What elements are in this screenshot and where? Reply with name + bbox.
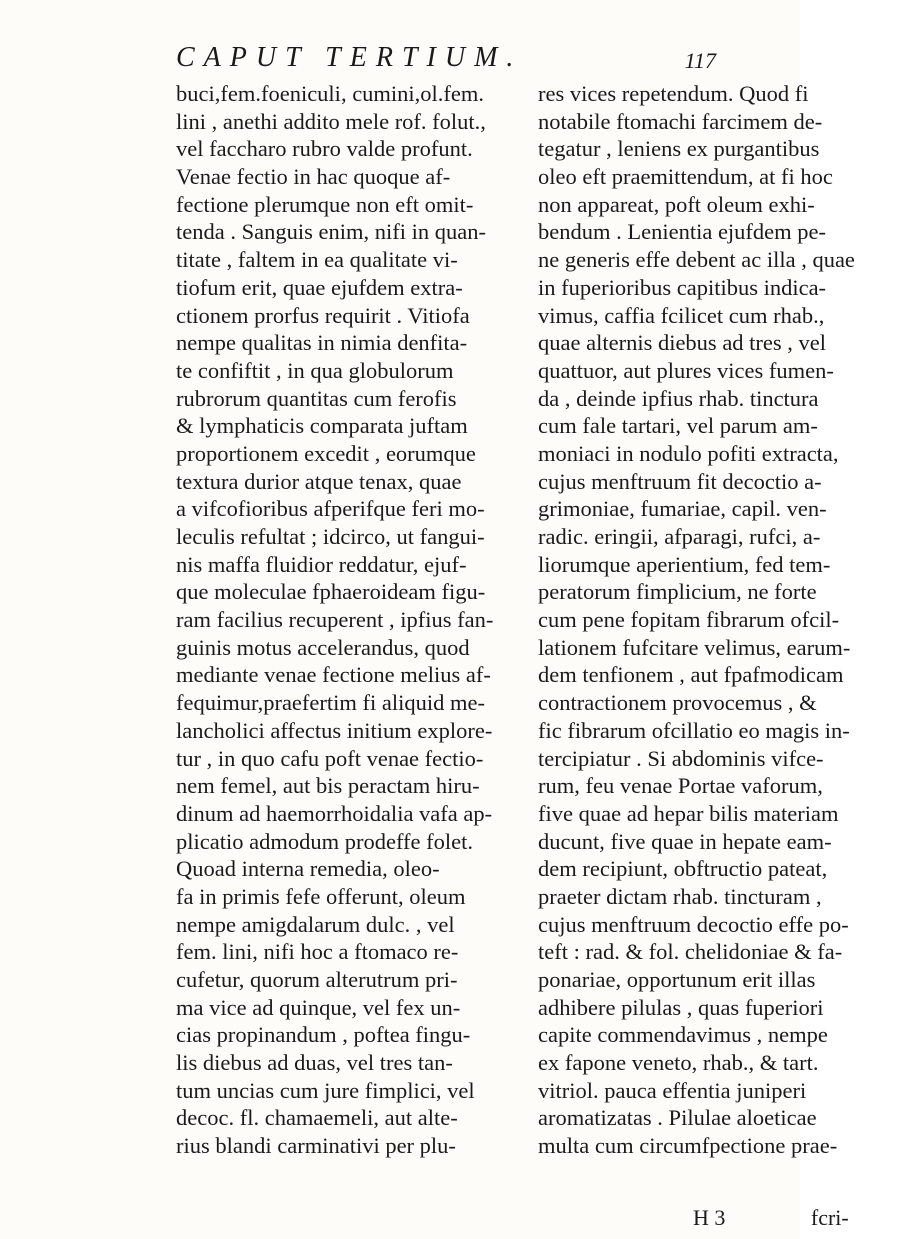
page-number: 117 (684, 48, 716, 73)
left-text-column (176, 80, 526, 1160)
text-line: Venae fectio in hac quoque af- (176, 164, 451, 190)
text-line: quattuor, aut plures vices fumen- (538, 357, 834, 383)
text-line: vitriol. pauca effentia juniperi (538, 1077, 807, 1103)
text-line: tum uncias cum jure fimplici, vel (176, 1077, 475, 1103)
text-line: tiofum erit, quae ejufdem extra- (176, 274, 463, 300)
text-line: da , deinde ipfius rhab. tinctura (538, 385, 819, 411)
text-line: ex fapone veneto, rhab., & tart. (538, 1050, 819, 1076)
text-line: ma vice ad quinque, vel fex un- (176, 994, 461, 1020)
text-line: rius blandi carminativi per plu- (176, 1133, 456, 1159)
catchword: fcri- (810, 1205, 849, 1230)
text-line: fectione plerumque non eft omit- (176, 191, 474, 217)
text-line: tegatur , leniens ex purgantibus (538, 136, 820, 162)
text-line: bendum . Lenientia ejufdem pe- (538, 219, 827, 245)
text-line: dem recipiunt, obftructio pateat, (538, 856, 828, 882)
text-line: titate , faltem in ea qualitate vi- (176, 247, 458, 273)
text-line: liorumque aperientium, fed tem- (538, 551, 831, 577)
text-line: buci,fem.foeniculi, cumini,ol.fem. (176, 81, 485, 106)
text-line: capite commendavimus , nempe (538, 1022, 828, 1048)
text-line: te confiftit , in qua globulorum (176, 357, 454, 383)
text-line: fequimur,praefertim fi aliquid me- (176, 690, 485, 716)
text-line: guinis motus accelerandus, quod (176, 634, 470, 660)
text-line: lancholici affectus initium explore- (176, 717, 493, 743)
text-line: grimoniae, fumariae, capil. ven- (538, 496, 827, 522)
page-footer (693, 1207, 849, 1229)
text-line: nem femel, aut bis peractam hiru- (176, 773, 480, 799)
text-line: contractionem provocemus , & (538, 690, 817, 716)
text-line: a vifcofioribus afperifque feri mo- (176, 496, 485, 522)
text-line: decoc. fl. chamaemeli, aut alte- (176, 1105, 458, 1131)
text-line: moniaci in nodulo pofiti extracta, (538, 440, 839, 466)
text-line: textura durior atque tenax, quae (176, 468, 462, 494)
text-line: nis maffa fluidior reddatur, ejuf- (176, 551, 467, 577)
text-line: teft : rad. & fol. chelidoniae & fa- (538, 939, 843, 965)
text-line: res vices repetendum. Quod fi (538, 81, 809, 106)
text-line: cufetur, quorum alterutrum pri- (176, 967, 458, 992)
running-head: CAPUT TERTIUM. (176, 42, 523, 73)
text-line: tenda . Sanguis enim, nifi in quan- (176, 219, 486, 245)
text-line: dem tenfionem , aut fpafmodicam (538, 662, 844, 688)
text-line: & lymphaticis comparata juftam (176, 413, 468, 439)
text-line: Quoad interna remedia, oleo- (176, 856, 440, 882)
text-line: dinum ad haemorrhoidalia vafa ap- (176, 800, 493, 826)
text-line: tur , in quo cafu poft venae fectio- (176, 745, 484, 771)
text-line: proportionem excedit , eorumque (176, 440, 476, 466)
text-line: fic fibrarum ofcillatio eo magis in- (538, 717, 850, 743)
text-line: rubrorum quantitas cum ferofis (176, 385, 457, 411)
page-header (176, 44, 716, 84)
text-line: aromatizatas . Pilulae aloeticae (538, 1105, 817, 1131)
text-line: ram facilius recuperent , ipfius fan- (176, 607, 494, 633)
text-line: multa cum circumfpectione prae- (538, 1133, 838, 1159)
text-line: oleo eft praemittendum, at fi hoc (538, 164, 833, 190)
text-line: lationem fufcitare velimus, earum- (538, 634, 851, 660)
text-line: non appareat, poft oleum exhi- (538, 191, 815, 217)
text-line: cum fale tartari, vel parum am- (538, 413, 818, 439)
text-line: plicatio admodum prodeffe folet. (176, 828, 473, 854)
text-line: ponariae, opportunum erit illas (538, 967, 816, 992)
text-line: tercipiatur . Si abdominis vifce- (538, 745, 824, 771)
text-line: leculis refultat ; idcirco, ut fangui- (176, 524, 485, 549)
text-line: ctionem prorfus requirit . Vitiofa (176, 302, 470, 328)
text-line: mediante venae fectione melius af- (176, 662, 491, 688)
text-line: five quae ad hepar bilis materiam (538, 800, 839, 826)
text-line: lini , anethi addito mele rof. folut., (176, 108, 486, 134)
text-line: nempe amigdalarum dulc. , vel (176, 911, 455, 937)
text-line: peratorum fimplicium, ne forte (538, 579, 817, 605)
text-line: cujus menftruum fit decoctio a- (538, 468, 822, 494)
text-line: cujus menftruum decoctio effe po- (538, 911, 849, 937)
text-line: que moleculae fphaeroideam figu- (176, 579, 486, 605)
text-line: quae alternis diebus ad tres , vel (538, 330, 827, 356)
text-line: fa in primis fefe offerunt, oleum (176, 883, 466, 909)
text-line: fem. lini, nifi hoc a ftomaco re- (176, 939, 459, 965)
text-line: vel faccharo rubro valde profunt. (176, 136, 473, 162)
text-line: ne generis effe debent ac illa , quae (538, 247, 855, 273)
text-line: in fuperioribus capitibus indica- (538, 274, 827, 300)
text-line: adhibere pilulas , quas fuperiori (538, 994, 824, 1020)
text-line: vimus, caffia fcilicet cum rhab., (538, 302, 825, 328)
signature-mark: H 3 (693, 1205, 726, 1230)
right-text-column (538, 80, 898, 1160)
text-line: radic. eringii, afparagi, rufci, a- (538, 524, 821, 549)
text-line: cias propinandum , poftea fingu- (176, 1022, 471, 1048)
text-line: nempe qualitas in nimia denfita- (176, 330, 468, 356)
text-line: ducunt, five quae in hepate eam- (538, 828, 832, 854)
text-line: notabile ftomachi farcimem de- (538, 108, 823, 134)
text-line: rum, feu venae Portae vaforum, (538, 773, 823, 799)
text-line: praeter dictam rhab. tincturam , (538, 883, 822, 909)
text-line: lis diebus ad duas, vel tres tan- (176, 1050, 453, 1076)
text-line: cum pene fopitam fibrarum ofcil- (538, 607, 840, 633)
